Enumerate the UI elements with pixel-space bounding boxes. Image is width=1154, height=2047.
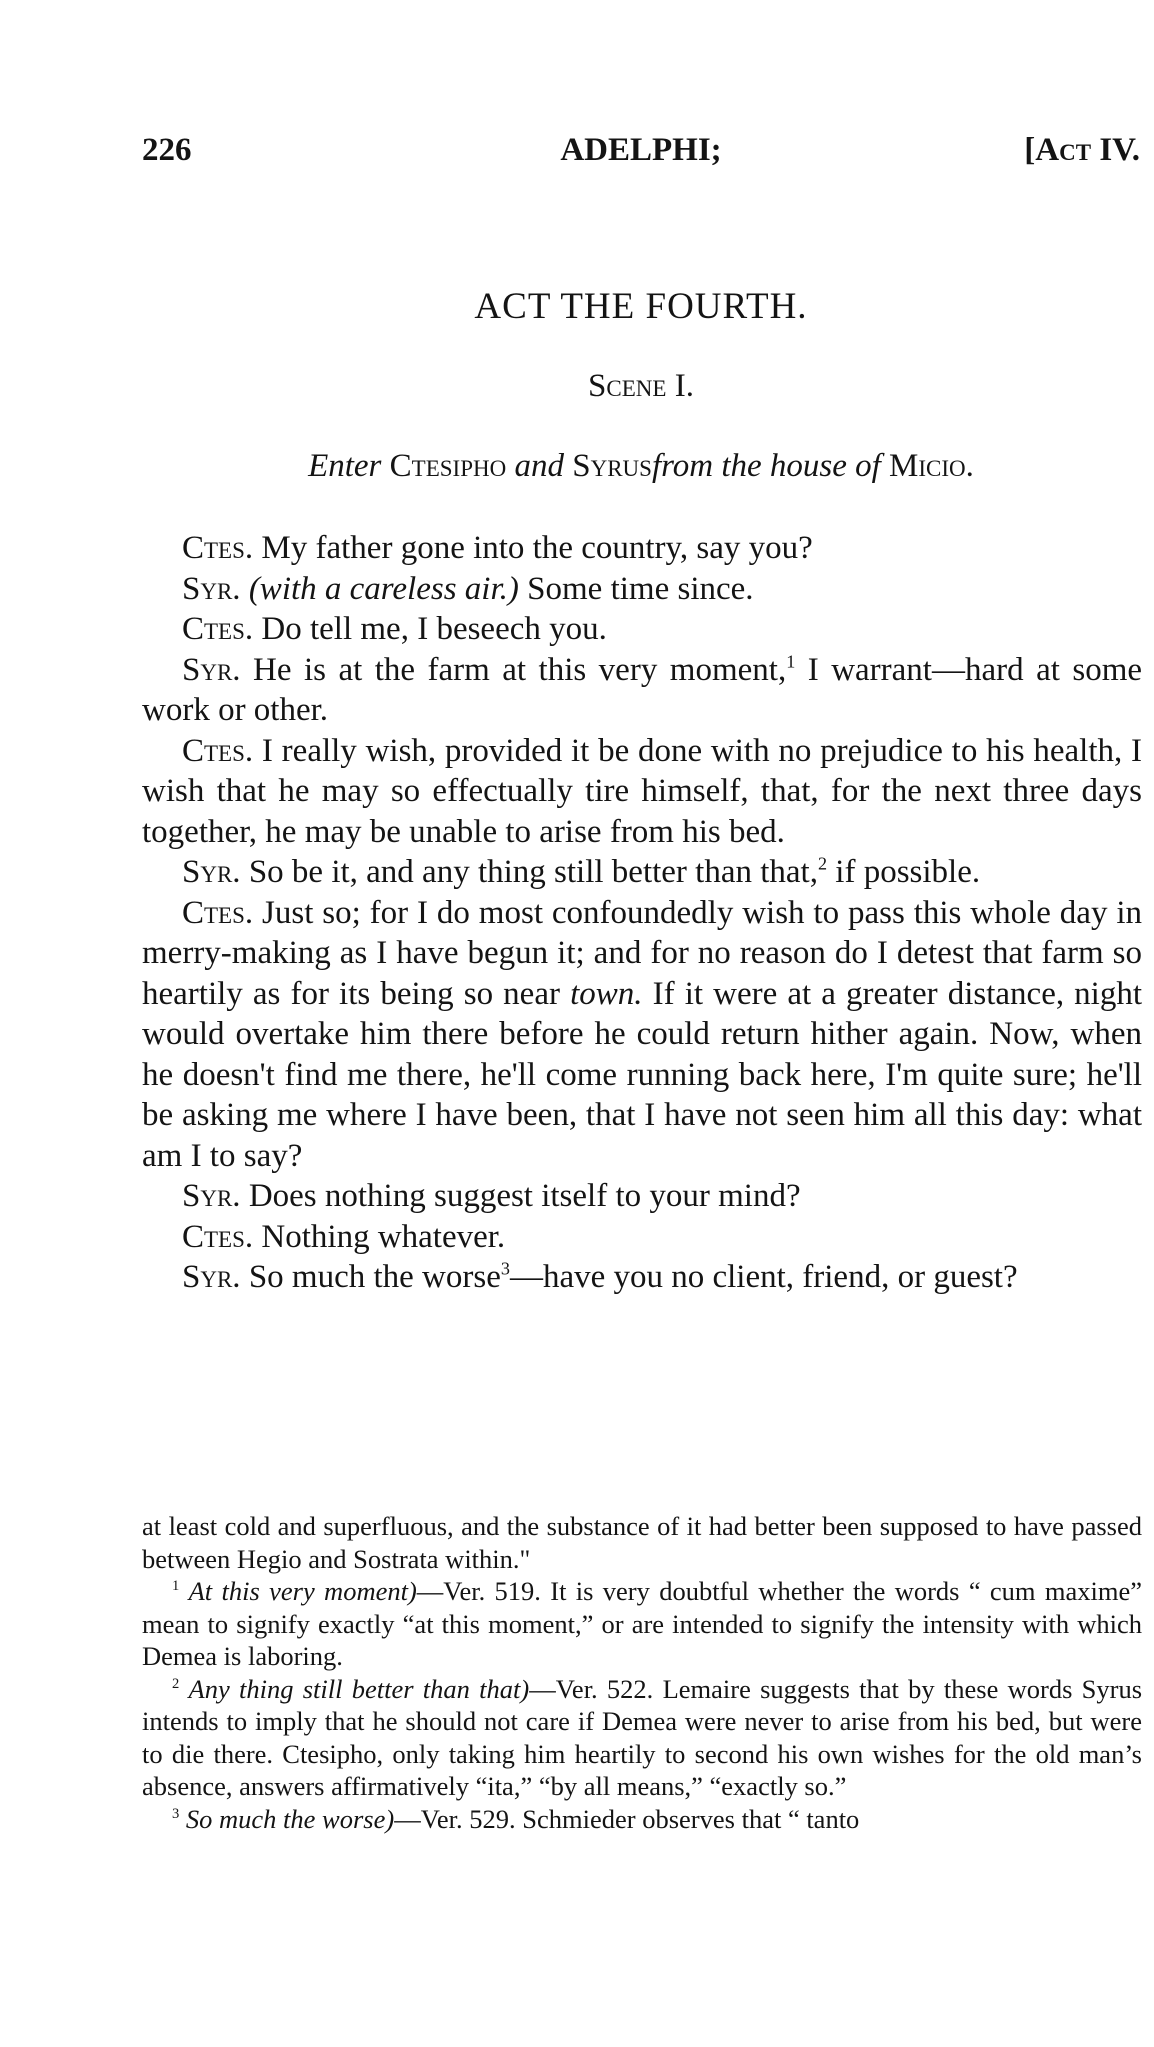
speaker-name: Syr. — [182, 1259, 241, 1295]
footnote-lemma: At this very moment) — [188, 1576, 417, 1606]
stage-direction — [142, 448, 1140, 485]
speech-text: Just so; for I do most confoundedly wish to pass this whole day in merry-making as I have begun it; and for no reason do I detest that farm so heartily as for its being so near — [142, 894, 1142, 1012]
speech-text: Nothing whatever. — [261, 1218, 506, 1255]
speech-text: So be it, and any thing still better than that, — [248, 854, 818, 890]
speech-text: If it were at a greater distance, night would overtake him there before he could return hither again. Now, when he doesn't find me there, he'll come running back here, I'm quite sure; he'll be asking me where I have been, that I have not seen him all this day: what am I to say? — [142, 975, 1143, 1174]
speech-text: if possible. — [835, 854, 981, 890]
speaker-name: Syr. — [182, 570, 241, 607]
speech-text: My father gone into the country, say you? — [261, 530, 813, 566]
footnotes — [142, 1510, 1142, 1835]
speaker-name: Ctes. — [182, 894, 254, 931]
speech-emphasis: town. — [570, 975, 643, 1012]
speaker-name: Ctes. — [182, 732, 254, 769]
footnote — [142, 1803, 1142, 1836]
stage-from: from the house of — [651, 448, 881, 484]
running-title: ADELPHI; — [560, 132, 722, 168]
dialogue-line — [142, 528, 1142, 569]
footnote-ref: 3 — [500, 1258, 510, 1279]
speaker-name: Syr. — [182, 651, 241, 688]
page-number: 226 — [142, 132, 192, 168]
dialogue-body — [142, 528, 1142, 1298]
footnote-text: —Ver. 522. Lemaire suggests that by these words Syrus intends to imply that he should not care if Demea were never to arise from his bed, but were to die there. Ctesipho, only taking him heartily to second his own wishes for the old man’s absence, answers affirmatively “ita,” “by all means,” “exactly so.” — [142, 1673, 1143, 1801]
stage-note: (with a careless air.) — [248, 570, 519, 607]
footnote-ref: 1 — [786, 650, 796, 671]
speech-text: I warrant—hard at some work or other. — [142, 651, 1143, 728]
stage-and: and — [514, 448, 564, 484]
speaker-name: Ctes. — [182, 611, 254, 647]
footnote-marker: 3 — [172, 1805, 180, 1822]
speaker-name: Ctes. — [182, 1218, 254, 1255]
dialogue-line — [142, 893, 1142, 1177]
speech-text: Do tell me, I beseech you. — [261, 611, 607, 647]
footnote-marker: 2 — [172, 1675, 180, 1692]
speech-text: Some time since. — [527, 570, 754, 607]
dialogue-line — [142, 1217, 1142, 1258]
running-act: [Act IV. — [1024, 132, 1140, 168]
dialogue-line — [142, 609, 1142, 650]
speaker-name: Syr. — [182, 1178, 241, 1214]
footnote-continuation: at least cold and superfluous, and the substance of it had better been supposed to have passed between Hegio and Sostrata within." — [142, 1511, 1142, 1574]
speech-text: —have you no client, friend, or guest? — [509, 1259, 1018, 1295]
dialogue-line — [142, 1257, 1142, 1298]
speech-text: Does nothing suggest itself to your mind? — [248, 1178, 801, 1214]
footnote-lemma: So much the worse) — [185, 1803, 395, 1834]
footnote-ref: 2 — [817, 853, 828, 874]
dialogue-line — [142, 1176, 1142, 1217]
dialogue-line — [142, 650, 1142, 731]
speaker-name: Syr. — [182, 854, 241, 890]
speech-text: So much the worse — [248, 1259, 501, 1295]
footnote-lemma: Any thing still better than that) — [188, 1673, 530, 1704]
running-head — [142, 132, 1140, 182]
dialogue-line — [142, 852, 1142, 893]
footnote-marker: 1 — [172, 1577, 180, 1594]
speaker-name: Ctes. — [182, 530, 254, 566]
act-heading: ACT THE FOURTH. — [474, 286, 808, 327]
footnote-text: —Ver. 519. It is very doubtful whether the words “ cum maxime” mean to signify exactly “at this moment,” or are intended to signify the intensity with which Demea is laboring. — [142, 1576, 1142, 1671]
footnote-text: —Ver. 529. Schmieder observes that “ tanto — [394, 1803, 860, 1834]
character-name-2: Syrus — [572, 448, 652, 484]
footnote — [142, 1575, 1142, 1673]
speech-text: I really wish, provided it be done with no prejudice to his health, I wish that he may so effectually tire himself, that, for the next three days together, he may be unable to arise from his bed. — [142, 732, 1142, 850]
character-name-3: Micio. — [889, 448, 974, 484]
scene-heading: Scene I. — [588, 368, 694, 404]
stage-enter: Enter — [308, 448, 382, 484]
character-name-1: Ctesipho — [389, 448, 507, 484]
speech-text: He is at the farm at this very moment, — [253, 651, 787, 688]
footnote — [142, 1673, 1142, 1803]
dialogue-line — [142, 731, 1142, 853]
dialogue-line — [142, 569, 1142, 610]
